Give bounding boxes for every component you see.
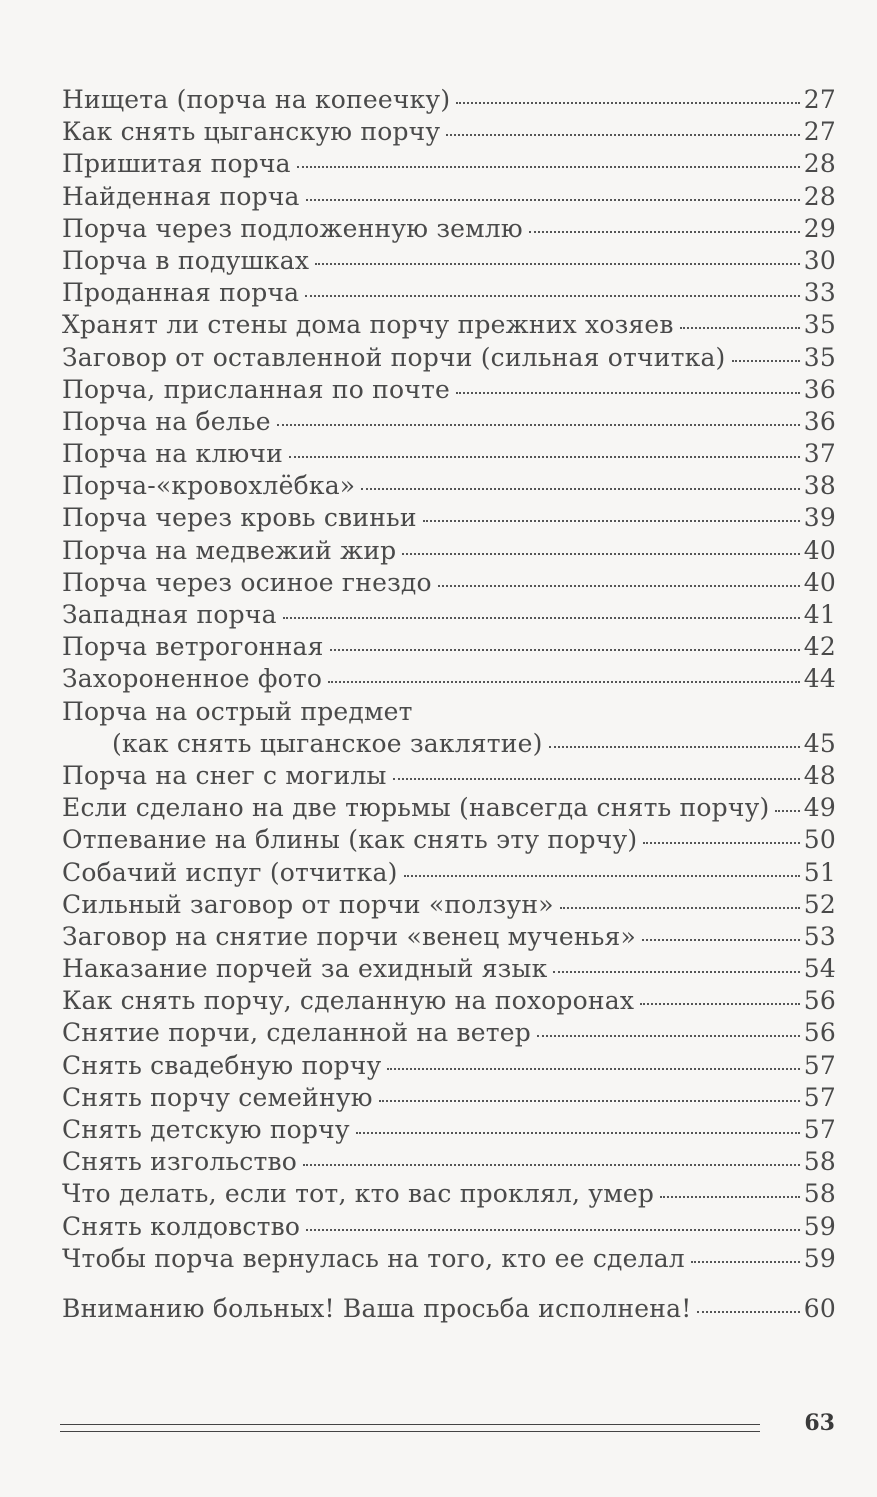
dot-leader <box>438 585 800 587</box>
toc-entry-page: 53 <box>803 921 836 951</box>
toc-entry-page: 36 <box>803 406 836 436</box>
dot-leader <box>537 1035 800 1037</box>
toc-entry-page: 45 <box>803 728 836 758</box>
toc-entry-title: Чтобы порча вернулась на того, кто ее сделал <box>62 1243 685 1273</box>
dot-leader <box>393 778 800 780</box>
toc-entry-page: 44 <box>803 664 836 694</box>
toc-entry-page: 35 <box>803 310 836 340</box>
toc-entry-title: Проданная порча <box>62 278 300 308</box>
dot-leader <box>553 971 799 973</box>
toc-entry <box>62 181 836 213</box>
dot-leader <box>642 939 800 941</box>
dot-leader <box>404 875 800 877</box>
toc-entry <box>62 760 836 792</box>
toc-entry <box>62 1050 836 1082</box>
toc-entry-title: Порча на острый предмет <box>62 696 413 726</box>
toc-entry-page: 28 <box>803 181 836 211</box>
toc-entry-title: Как снять порчу, сделанную на похоронах <box>62 986 635 1016</box>
toc-entry-title: Порча через кровь свиньи <box>62 503 417 533</box>
toc-entry <box>62 245 836 277</box>
toc-entry-page: 40 <box>803 535 836 565</box>
toc-entry <box>62 438 836 470</box>
dot-leader <box>643 842 799 844</box>
toc-entry-page: 30 <box>803 245 836 275</box>
dot-leader <box>549 746 800 748</box>
dot-leader <box>361 488 799 490</box>
toc-entry-page: 54 <box>803 954 836 984</box>
toc-entry-title: Если сделано на две тюрьмы (навсегда снять порчу) <box>62 793 770 823</box>
dot-leader <box>660 1196 800 1198</box>
toc-entry-page: 42 <box>803 632 836 662</box>
toc-entry <box>62 857 836 889</box>
toc-entry-page: 27 <box>803 85 836 114</box>
table-of-contents <box>62 84 836 1325</box>
toc-entry-title: Захороненное фото <box>62 664 323 694</box>
page-number: 63 <box>804 1410 835 1436</box>
toc-entry-page: 36 <box>803 374 836 404</box>
toc-entry <box>62 148 836 180</box>
dot-leader <box>306 199 800 201</box>
dot-leader <box>297 166 800 168</box>
dot-leader <box>356 1132 800 1134</box>
toc-entry-title: Заговор от оставленной порчи (сильная отчитка) <box>62 342 726 372</box>
dot-leader <box>560 907 800 909</box>
toc-entry <box>62 1146 836 1178</box>
toc-entry-title: Как снять цыганскую порчу <box>62 117 441 147</box>
dot-leader <box>303 1164 800 1166</box>
toc-entry <box>62 663 836 695</box>
toc-entry-page: 58 <box>803 1179 836 1209</box>
dot-leader <box>691 1261 800 1263</box>
toc-entry-page: 57 <box>803 1115 836 1144</box>
toc-entry-page: 56 <box>803 1018 836 1048</box>
toc-entry <box>62 1017 836 1049</box>
toc-entry-title: Порча на белье <box>62 406 271 436</box>
toc-entry <box>62 921 836 953</box>
toc-entry-page: 49 <box>803 793 836 823</box>
toc-entry-title: Порча через подложенную землю <box>62 213 523 243</box>
dot-leader <box>306 1229 800 1231</box>
toc-entry-page: 51 <box>803 857 836 887</box>
toc-entry-title: Заговор на снятие порчи «венец мученья» <box>62 921 637 951</box>
toc-entry <box>62 406 836 438</box>
toc-entry-title: Снять детскую порчу <box>62 1115 350 1144</box>
toc-entry-title: Нищета (порча на копеечку) <box>62 85 451 114</box>
toc-entry-page: 33 <box>803 278 836 308</box>
toc-entry-title: Порча-«кровохлёбка» <box>62 471 356 501</box>
toc-entry-title: Порча через осиное гнездо <box>62 567 432 597</box>
toc-entry <box>62 953 836 985</box>
dot-leader <box>387 1068 799 1070</box>
dot-leader <box>283 617 800 619</box>
toc-entry-title: Пришитая порча <box>62 149 291 179</box>
toc-entry <box>62 502 836 534</box>
footer-rule <box>60 1431 760 1432</box>
page-footer <box>60 1410 835 1444</box>
toc-entry <box>62 728 836 760</box>
toc-entry <box>62 213 836 245</box>
dot-leader <box>277 424 800 426</box>
toc-entry-page: 59 <box>803 1211 836 1241</box>
dot-leader <box>379 1100 800 1102</box>
toc-entry-page: 27 <box>803 117 836 147</box>
toc-entry-page: 28 <box>803 149 836 179</box>
dot-leader <box>289 456 800 458</box>
toc-entry-page: 40 <box>803 567 836 597</box>
toc-entry-title: Наказание порчей за ехидный язык <box>62 954 548 984</box>
toc-entry-title: Сильный заговор от порчи «ползун» <box>62 889 554 919</box>
toc-entry <box>62 309 836 341</box>
dot-leader <box>640 1003 800 1005</box>
dot-leader <box>330 649 800 651</box>
toc-entry-title: Снять порчу семейную <box>62 1082 373 1112</box>
toc-entry-page: 59 <box>803 1243 836 1273</box>
toc-entry-title: Хранят ли стены дома порчу прежних хозяев <box>62 310 674 340</box>
toc-entry-title: Порча на снег с могилы <box>62 760 387 790</box>
toc-entry-title: Снять изгольство <box>62 1147 298 1177</box>
toc-entry <box>62 599 836 631</box>
toc-entry-title: Что делать, если тот, кто вас проклял, умер <box>62 1179 655 1209</box>
toc-entry <box>62 567 836 599</box>
dot-leader <box>697 1311 799 1313</box>
toc-entry-title: Порча на ключи <box>62 439 284 469</box>
toc-entry-page: 29 <box>803 213 836 243</box>
toc-entry-page: 56 <box>803 986 836 1016</box>
toc-entry-page: 37 <box>803 439 836 469</box>
toc-entry-page: 41 <box>803 600 836 629</box>
toc-entry <box>62 631 836 663</box>
toc-entry <box>62 535 836 567</box>
toc-entry-title: Снять колдовство <box>62 1211 301 1241</box>
toc-entry-page: 48 <box>803 760 836 790</box>
toc-entry-page: 57 <box>803 1050 836 1080</box>
toc-entry-title: Порча в подушках <box>62 245 310 275</box>
dot-leader <box>305 295 800 297</box>
toc-entry <box>62 1243 836 1275</box>
toc-entry <box>62 470 836 502</box>
toc-entry <box>62 1114 836 1146</box>
toc-entry-page: 38 <box>803 471 836 501</box>
dot-leader <box>456 392 800 394</box>
toc-entry <box>62 116 836 148</box>
toc-entry-title: Снять свадебную порчу <box>62 1050 382 1080</box>
toc-entry-title: (как снять цыганское заклятие) <box>112 728 543 758</box>
toc-entry <box>62 374 836 406</box>
toc-entry-page: 58 <box>803 1147 836 1177</box>
dot-leader <box>456 102 799 104</box>
toc-entry <box>62 696 836 728</box>
toc-entry-page: 39 <box>803 503 836 533</box>
dot-leader <box>529 231 800 233</box>
toc-entry-title: Порча на медвежий жир <box>62 535 397 565</box>
dot-leader <box>680 327 800 329</box>
toc-entry-page: 52 <box>803 889 836 919</box>
toc-entry <box>62 277 836 309</box>
dot-leader <box>315 263 800 265</box>
dot-leader <box>775 810 799 812</box>
footer-rule <box>60 1424 760 1425</box>
toc-entry-title: Найденная порча <box>62 181 300 211</box>
toc-entry <box>62 84 836 116</box>
toc-entry-title: Западная порча <box>62 600 277 629</box>
toc-entry <box>62 342 836 374</box>
toc-entry <box>62 792 836 824</box>
toc-entry <box>62 985 836 1017</box>
toc-entry-page: 60 <box>803 1293 836 1323</box>
toc-entry-title: Порча, присланная по почте <box>62 374 450 404</box>
toc-entry <box>62 1211 836 1243</box>
toc-entry-title: Собачий испуг (отчитка) <box>62 857 398 887</box>
toc-entry <box>62 889 836 921</box>
dot-leader <box>423 520 800 522</box>
toc-entry <box>62 824 836 856</box>
toc-entry-title: Вниманию больных! Ваша просьба исполнена! <box>62 1293 692 1323</box>
dot-leader <box>402 553 799 555</box>
dot-leader <box>328 681 800 683</box>
toc-entry <box>62 1082 836 1114</box>
toc-entry-title: Порча ветрогонная <box>62 632 324 662</box>
toc-entry-page: 57 <box>803 1082 836 1112</box>
toc-entry <box>62 1178 836 1210</box>
toc-entry-title: Отпевание на блины (как снять эту порчу) <box>62 825 638 855</box>
toc-entry-page: 35 <box>803 342 836 372</box>
toc-entry <box>62 1293 836 1325</box>
dot-leader <box>446 134 799 136</box>
dot-leader <box>732 360 800 362</box>
toc-entry-page: 50 <box>803 825 836 855</box>
toc-entry-title: Снятие порчи, сделанной на ветер <box>62 1018 531 1048</box>
